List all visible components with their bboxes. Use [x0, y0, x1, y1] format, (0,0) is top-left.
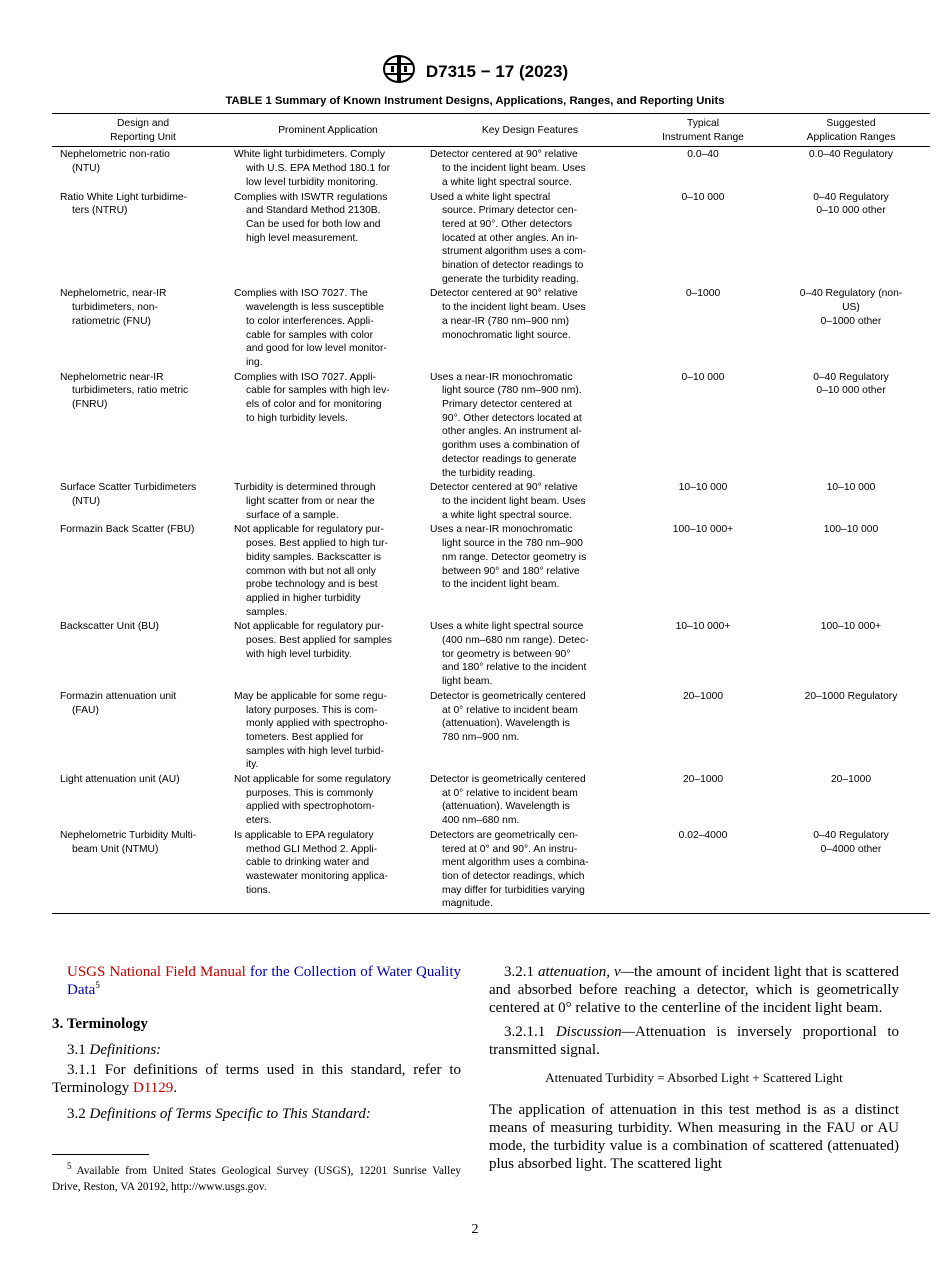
- cell-features: [426, 689, 634, 772]
- cell-line: Formazin attenuation unit: [60, 690, 177, 702]
- cell-features: [426, 190, 634, 287]
- cell-suggested: [772, 147, 930, 190]
- footnote: [52, 1163, 461, 1195]
- cell-line: Uses a white light spectral source: [430, 621, 584, 633]
- cell-features: [426, 619, 634, 689]
- left-column: [52, 963, 461, 1195]
- cell-line: cable for samples with high lev-: [246, 385, 390, 397]
- cell-unit: [52, 370, 230, 481]
- para-3-2-text: Definitions of Terms Specific to This Standard:: [89, 1106, 371, 1122]
- standard-designation: D7315 − 17 (2023): [425, 61, 569, 81]
- cell-range: [634, 480, 772, 522]
- cell-line: samples with high level turbid-: [246, 745, 384, 757]
- cell-range: [634, 689, 772, 772]
- d1129-link[interactable]: D1129: [133, 1080, 174, 1096]
- cell-unit: [52, 147, 230, 190]
- cell-line: applied with spectrophotom-: [246, 801, 375, 813]
- cell-line: tometers. Best applied for: [246, 731, 364, 743]
- cell-line: ters (NTRU): [72, 205, 128, 217]
- footnote-marker: 5: [95, 980, 100, 990]
- cell-line: 0–1000 other: [820, 315, 882, 327]
- cell-unit: [52, 828, 230, 914]
- table-row: [52, 190, 930, 287]
- cell-application: [230, 619, 426, 689]
- page-header: [0, 54, 950, 89]
- cell-line: 0.02–4000: [678, 829, 728, 841]
- cell-application: [230, 828, 426, 914]
- cell-features: [426, 480, 634, 522]
- table-row: [52, 689, 930, 772]
- section-title: 3. Terminology: [52, 1016, 148, 1032]
- footnote-num: 5: [67, 1161, 72, 1172]
- cell-range: [634, 619, 772, 689]
- cell-line: 100–10 000: [823, 524, 879, 536]
- cell-line: 0–40 Regulatory: [813, 829, 889, 841]
- cell-line: 10–10 000: [826, 482, 876, 494]
- cell-line: with high level turbidity.: [246, 648, 352, 660]
- cell-line: to the incident light beam. Uses: [442, 163, 586, 175]
- table-row: [52, 147, 930, 190]
- header-line: Application Ranges: [806, 131, 896, 143]
- cell-range: [634, 522, 772, 619]
- para-3-2-1-1: [489, 1023, 899, 1059]
- cell-line: tered at 90°. Other detectors: [442, 218, 573, 230]
- cell-features: [426, 286, 634, 369]
- cell-line: (400 nm–680 nm range). Detec-: [442, 635, 589, 647]
- cell-application: [230, 772, 426, 828]
- cell-line: Used a white light spectral: [430, 191, 551, 203]
- cell-line: detector readings to generate: [442, 453, 577, 465]
- cell-line: may differ for turbidities varying: [442, 884, 585, 896]
- cell-suggested: [772, 772, 930, 828]
- para-final: The application of attenuation in this test method is as a distinct means of measuring turbidity. When measuring in the FAU or AU mode, the turbidity value is a combination of scattered (attenuated) plus absorbed light. The scattered light: [489, 1102, 899, 1172]
- cell-line: low level turbidity monitoring.: [246, 176, 379, 188]
- cell-line: (attenuation). Wavelength is: [442, 718, 570, 730]
- cell-line: Uses a near-IR monochromatic: [430, 371, 573, 383]
- cell-line: Not applicable for some regulatory: [234, 774, 391, 786]
- cell-line: 10–10 000: [678, 482, 728, 494]
- cell-line: to the incident light beam. Uses: [442, 302, 586, 314]
- cell-features: [426, 522, 634, 619]
- cell-line: located at other angles. An in-: [442, 232, 579, 244]
- cell-line: 0–40 Regulatory (non-: [799, 288, 903, 300]
- para-3-2-1-text: the amount of incident light that is scattered and absorbed before reaching a detector, which is geometrically centered at 0° relative to the centerline of the incident light beam.: [489, 964, 899, 1016]
- cell-line: light source in the 780 nm–900: [442, 538, 583, 550]
- cell-line: ity.: [246, 759, 259, 771]
- para-3-2-1: [489, 963, 899, 1017]
- cell-line: ment algorithm uses a combina-: [442, 857, 589, 869]
- para-3-1: [52, 1041, 461, 1059]
- cell-line: Nephelometric non-ratio: [60, 149, 170, 161]
- cell-line: 20–1000 Regulatory: [804, 690, 898, 702]
- cell-line: method GLI Method 2. Appli-: [246, 843, 378, 855]
- cell-line: turbidimeters, ratio metric: [72, 385, 189, 397]
- cell-line: 100–10 000+: [820, 621, 882, 633]
- cell-line: and good for low level monitor-: [246, 343, 387, 355]
- cell-line: Nephelometric Turbidity Multi-: [60, 829, 197, 841]
- cell-line: Can be used for both low and: [246, 218, 381, 230]
- cell-line: 400 nm–680 nm.: [442, 815, 520, 827]
- cell-line: bination of detector readings to: [442, 260, 584, 272]
- cell-line: Complies with ISWTR regulations: [234, 191, 388, 203]
- cell-line: surface of a sample.: [246, 509, 339, 521]
- para-3-2-num: 3.2: [67, 1106, 86, 1122]
- cell-line: Primary detector centered at: [442, 399, 572, 411]
- cell-application: [230, 522, 426, 619]
- para-3-1-1-end: .: [173, 1080, 178, 1096]
- cell-line: a white light spectral source.: [442, 509, 572, 521]
- cell-line: generate the turbidity reading.: [442, 273, 579, 285]
- cell-line: between 90° and 180° relative: [442, 565, 580, 577]
- cell-features: [426, 370, 634, 481]
- footnote-text: Available from United States Geological Survey (USGS), 12201 Sunrise Valley Drive, Reston, VA 20192, http://www.usgs.gov.: [52, 1165, 461, 1193]
- table-row: [52, 619, 930, 689]
- cell-line: 0–10 000 other: [816, 205, 886, 217]
- cell-line: Surface Scatter Turbidimeters: [60, 482, 197, 494]
- cell-line: eters.: [246, 815, 272, 827]
- header-line: Typical: [686, 118, 720, 129]
- cell-line: Detector is geometrically centered: [430, 774, 586, 786]
- cell-application: [230, 147, 426, 190]
- table-row: [52, 828, 930, 914]
- para-3-1-1: [52, 1061, 461, 1097]
- cell-line: 100–10 000+: [672, 524, 734, 536]
- cell-line: turbidimeters, non-: [72, 302, 158, 314]
- usgs-manual-link-cont[interactable]: for the Collection of Water Quality Data: [67, 964, 461, 998]
- cell-line: 90°. Other detectors located at: [442, 412, 582, 424]
- cell-line: tor geometry is between 90°: [442, 648, 571, 660]
- cell-line: (NTU): [72, 495, 101, 507]
- cell-range: [634, 190, 772, 287]
- cell-line: at 0° relative to incident beam: [442, 787, 578, 799]
- cell-line: light beam.: [442, 676, 493, 688]
- cell-line: 0–40 Regulatory: [813, 191, 889, 203]
- cell-line: nm range. Detector geometry is: [442, 551, 587, 563]
- cell-line: Formazin Back Scatter (FBU): [60, 524, 195, 536]
- cell-line: Light attenuation unit (AU): [60, 774, 180, 786]
- cell-features: [426, 772, 634, 828]
- cell-line: to the incident light beam.: [442, 579, 560, 591]
- cell-line: monly applied with spectropho-: [246, 718, 388, 730]
- cell-unit: [52, 772, 230, 828]
- cell-line: a white light spectral source.: [442, 176, 572, 188]
- cell-line: other angles. An instrument al-: [442, 426, 582, 438]
- cell-line: 0–10 000: [681, 371, 725, 383]
- cell-line: Detector centered at 90° relative: [430, 149, 578, 161]
- cell-features: [426, 147, 634, 190]
- cell-line: Not applicable for regulatory pur-: [234, 621, 384, 633]
- cell-line: to color interferences. Appli-: [246, 315, 374, 327]
- cell-line: els of color and for monitoring: [246, 399, 382, 411]
- cell-line: Nephelometric near-IR: [60, 371, 164, 383]
- para-3-2-1-term: attenuation, v—: [537, 964, 634, 980]
- cell-range: [634, 147, 772, 190]
- table-body: [52, 147, 930, 914]
- cell-line: Turbidity is determined through: [234, 482, 376, 494]
- cell-application: [230, 286, 426, 369]
- cell-line: at 0° relative to incident beam: [442, 704, 578, 716]
- cell-line: gorithm uses a combination of: [442, 440, 580, 452]
- cell-line: Ratio White Light turbidime-: [60, 191, 188, 203]
- cell-line: 20–1000: [682, 774, 724, 786]
- header-line: Reporting Unit: [110, 131, 176, 143]
- para-3-2-1-num: 3.2.1: [504, 964, 534, 980]
- table-row: [52, 522, 930, 619]
- cell-line: Uses a near-IR monochromatic: [430, 524, 573, 536]
- cell-line: 10–10 000+: [675, 621, 731, 633]
- cell-line: Is applicable to EPA regulatory: [234, 829, 374, 841]
- cell-unit: [52, 286, 230, 369]
- cell-line: Nephelometric, near-IR: [60, 288, 167, 300]
- cell-line: wastewater monitoring applica-: [246, 870, 388, 882]
- cell-line: (NTU): [72, 163, 101, 175]
- page-number: 2: [471, 1222, 479, 1237]
- para-3-2-1-1-term: Discussion—: [555, 1024, 636, 1040]
- cell-line: source. Primary detector cen-: [442, 205, 578, 217]
- cell-suggested: [772, 619, 930, 689]
- attenuation-equation: Attenuated Turbidity = Absorbed Light + Scattered Light: [545, 1070, 843, 1085]
- cell-suggested: [772, 522, 930, 619]
- cell-suggested: [772, 689, 930, 772]
- cell-line: the turbidity reading.: [442, 467, 536, 479]
- cell-line: probe technology and is best: [246, 579, 378, 591]
- cell-line: 0–10 000: [681, 191, 725, 203]
- cell-range: [634, 370, 772, 481]
- footnote-divider: [52, 1154, 149, 1155]
- cell-line: 0–1000: [685, 288, 721, 300]
- table-row: [52, 370, 930, 481]
- usgs-manual-link[interactable]: USGS National Field Manual: [67, 964, 246, 980]
- header-line: Prominent Application: [278, 124, 378, 136]
- cell-line: cable to drinking water and: [246, 857, 370, 869]
- cell-line: tions.: [246, 884, 271, 896]
- cell-range: [634, 828, 772, 914]
- para-3-2: [52, 1105, 461, 1123]
- cell-line: 20–1000: [682, 690, 724, 702]
- header-unit: [52, 114, 230, 147]
- header-line: Instrument Range: [662, 131, 744, 143]
- cell-line: 20–1000: [830, 774, 872, 786]
- header-features: [426, 114, 634, 147]
- cell-line: cable for samples with color: [246, 329, 374, 341]
- para-3-1-num: 3.1: [67, 1042, 86, 1058]
- cell-line: latory purposes. This is com-: [246, 704, 378, 716]
- cell-line: tion of detector readings, which: [442, 870, 585, 882]
- cell-line: Detector is geometrically centered: [430, 690, 586, 702]
- table-row: [52, 772, 930, 828]
- cell-line: 0–40 Regulatory: [813, 371, 889, 383]
- cell-suggested: [772, 286, 930, 369]
- right-column: [489, 963, 899, 1173]
- cell-application: [230, 689, 426, 772]
- cell-line: poses. Best applied for samples: [246, 635, 392, 647]
- cell-line: beam Unit (NTMU): [72, 843, 159, 855]
- header-range: [634, 114, 772, 147]
- cell-line: common with but not all only: [246, 565, 376, 577]
- cell-line: ing.: [246, 356, 263, 368]
- cell-line: Detector centered at 90° relative: [430, 288, 578, 300]
- cell-unit: [52, 619, 230, 689]
- cell-line: Backscatter Unit (BU): [60, 621, 159, 633]
- cell-unit: [52, 522, 230, 619]
- para-3-2-1-1-num: 3.2.1.1: [504, 1024, 546, 1040]
- cell-application: [230, 190, 426, 287]
- header-line: Key Design Features: [481, 124, 579, 136]
- table-caption: TABLE 1 Summary of Known Instrument Designs, Applications, Ranges, and Reporting Units: [225, 95, 725, 107]
- cell-line: a near-IR (780 nm–900 nm): [442, 315, 570, 327]
- cell-line: 0–4000 other: [820, 843, 882, 855]
- cell-line: White light turbidimeters. Comply: [234, 149, 386, 161]
- cell-line: to high turbidity levels.: [246, 412, 348, 424]
- cell-line: and 180° relative to the incident: [442, 662, 587, 674]
- cell-line: Complies with ISO 7027. Appli-: [234, 371, 376, 383]
- cell-line: light scatter from or near the: [246, 495, 375, 507]
- cell-unit: [52, 480, 230, 522]
- cell-line: strument algorithm uses a com-: [442, 246, 587, 258]
- cell-line: 780 nm–900 nm.: [442, 731, 520, 743]
- cell-application: [230, 480, 426, 522]
- cell-suggested: [772, 828, 930, 914]
- cell-range: [634, 772, 772, 828]
- header-application: [230, 114, 426, 147]
- cell-line: (attenuation). Wavelength is: [442, 801, 570, 813]
- cell-line: Complies with ISO 7027. The: [234, 288, 368, 300]
- cell-suggested: [772, 480, 930, 522]
- para-3-2-1-1-text: Attenuation is inversely proportional to transmitted signal.: [489, 1024, 900, 1058]
- cell-line: US): [842, 302, 860, 314]
- header-suggested: [772, 114, 930, 147]
- cell-line: and Standard Method 2130B.: [246, 205, 381, 217]
- table-row: [52, 480, 930, 522]
- cell-line: May be applicable for some regu-: [234, 690, 387, 702]
- cell-line: 0.0–40 Regulatory: [808, 149, 894, 161]
- cell-line: high level measurement.: [246, 232, 359, 244]
- cell-line: 0–10 000 other: [816, 385, 886, 397]
- cell-suggested: [772, 190, 930, 287]
- cell-line: wavelength is less susceptible: [246, 302, 384, 314]
- cell-line: monochromatic light source.: [442, 329, 571, 341]
- cell-line: ratiometric (FNU): [72, 315, 151, 327]
- astm-logo-icon: [382, 54, 416, 89]
- cell-suggested: [772, 370, 930, 481]
- table-row: [52, 286, 930, 369]
- cell-line: Detectors are geometrically cen-: [430, 829, 579, 841]
- cell-line: applied in higher turbidity: [246, 592, 361, 604]
- cell-application: [230, 370, 426, 481]
- cell-line: (FAU): [72, 704, 99, 716]
- table-header-row: [52, 114, 930, 147]
- para-3-1-text: Definitions:: [89, 1042, 162, 1058]
- cell-line: Detector centered at 90° relative: [430, 482, 578, 494]
- header-line: Suggested: [826, 118, 876, 129]
- cell-line: purposes. This is commonly: [246, 787, 374, 799]
- cell-range: [634, 286, 772, 369]
- cell-line: 0.0–40: [687, 149, 719, 161]
- para-3-1-1-text: 3.1.1 For definitions of terms used in this standard, refer to Terminology: [52, 1062, 461, 1096]
- cell-line: light source (780 nm–900 nm).: [442, 385, 582, 397]
- header-line: Design and: [116, 118, 170, 129]
- cell-unit: [52, 689, 230, 772]
- cell-unit: [52, 190, 230, 287]
- cell-features: [426, 828, 634, 914]
- instrument-designs-table: [52, 113, 930, 914]
- usgs-reference: [52, 963, 461, 999]
- cell-line: magnitude.: [442, 898, 493, 910]
- cell-line: Not applicable for regulatory pur-: [234, 524, 384, 536]
- cell-line: (FNRU): [72, 399, 108, 411]
- cell-line: samples.: [246, 606, 288, 618]
- cell-line: poses. Best applied to high tur-: [246, 538, 388, 550]
- cell-line: bidity samples. Backscatter is: [246, 551, 382, 563]
- cell-line: tered at 0° and 90°. An instru-: [442, 843, 578, 855]
- cell-line: with U.S. EPA Method 180.1 for: [246, 163, 391, 175]
- cell-line: to the incident light beam. Uses: [442, 495, 586, 507]
